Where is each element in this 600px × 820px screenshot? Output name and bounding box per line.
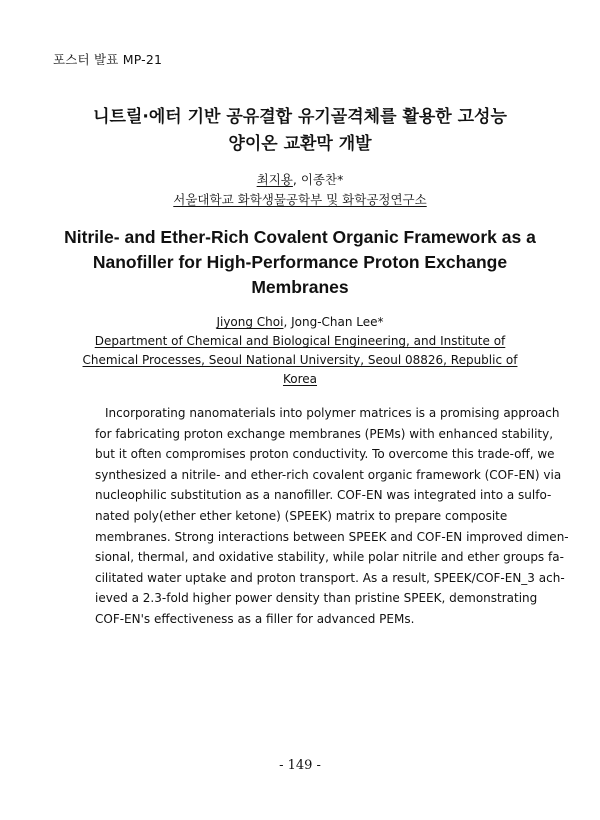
abstract-line: nucleophilic substitution as a nanofiller. COF-EN was integrated into a sulfo-: [95, 488, 552, 503]
korean-title-line: 양이온 교환막 개발: [228, 134, 372, 154]
abstract-line: synthesized a nitrile- and ether-rich covalent organic framework (COF-EN) via: [95, 467, 562, 482]
poster-label: 포스터 발표 MP-21: [53, 52, 163, 67]
english-title-line: Nanofiller for High-Performance Proton Exchange: [92, 252, 508, 272]
abstract-line: for fabricating proton exchange membranes (PEMs) with enhanced stability,: [95, 426, 554, 441]
korean-authors: [0, 170, 600, 190]
page-number: - 149 -: [279, 758, 321, 773]
english-authors-block: [0, 313, 600, 389]
english-title-line: Nitrile- and Ether-Rich Covalent Organic Framework as a: [64, 227, 536, 247]
coauthors-en: , Jong-Chan Lee*: [283, 315, 384, 329]
abstract-line: Incorporating nanomaterials into polymer matrices is a promising approach: [105, 406, 560, 420]
abstract-line: COF-EN's effectiveness as a filler for advanced PEMs.: [95, 611, 415, 626]
english-title: [0, 225, 600, 300]
english-authors: [0, 313, 600, 332]
presenting-author-kr: 최지용: [256, 172, 293, 187]
english-affiliation-line: Department of Chemical and Biological Engineering, and Institute of: [94, 334, 506, 348]
presenting-author-en: Jiyong Choi: [216, 315, 284, 329]
english-affiliation-line: Korea: [282, 372, 318, 386]
abstract-line: sional, thermal, and oxidative stability, while polar nitrile and ether groups fa-: [95, 550, 564, 565]
korean-title-line: 니트릴·에터 기반 공유결합 유기골격체를 활용한 고성능: [93, 107, 507, 127]
abstract-line: cilitated water uptake and proton transport. As a result, SPEEK/COF-EN_3 ach-: [95, 570, 565, 585]
abstract-line: but it often compromises proton conductivity. To overcome this trade-off, we: [95, 447, 555, 462]
korean-title: [0, 104, 600, 158]
english-title-line: Membranes: [251, 277, 349, 297]
abstract-line: nated poly(ether ether ketone) (SPEEK) matrix to prepare composite: [95, 508, 508, 523]
abstract-line: ieved a 2.3-fold higher power density than pristine SPEEK, demonstrating: [95, 591, 538, 606]
korean-affiliation: 서울대학교 화학생물공학부 및 화학공정연구소: [173, 192, 427, 207]
coauthors-kr: , 이종찬*: [292, 172, 344, 187]
korean-authors-block: [0, 170, 600, 210]
english-affiliation-line: Chemical Processes, Seoul National University, Seoul 08826, Republic of: [82, 353, 518, 367]
abstract-body: [95, 403, 569, 630]
abstract-line: membranes. Strong interactions between SPEEK and COF-EN improved dimen-: [95, 529, 569, 544]
